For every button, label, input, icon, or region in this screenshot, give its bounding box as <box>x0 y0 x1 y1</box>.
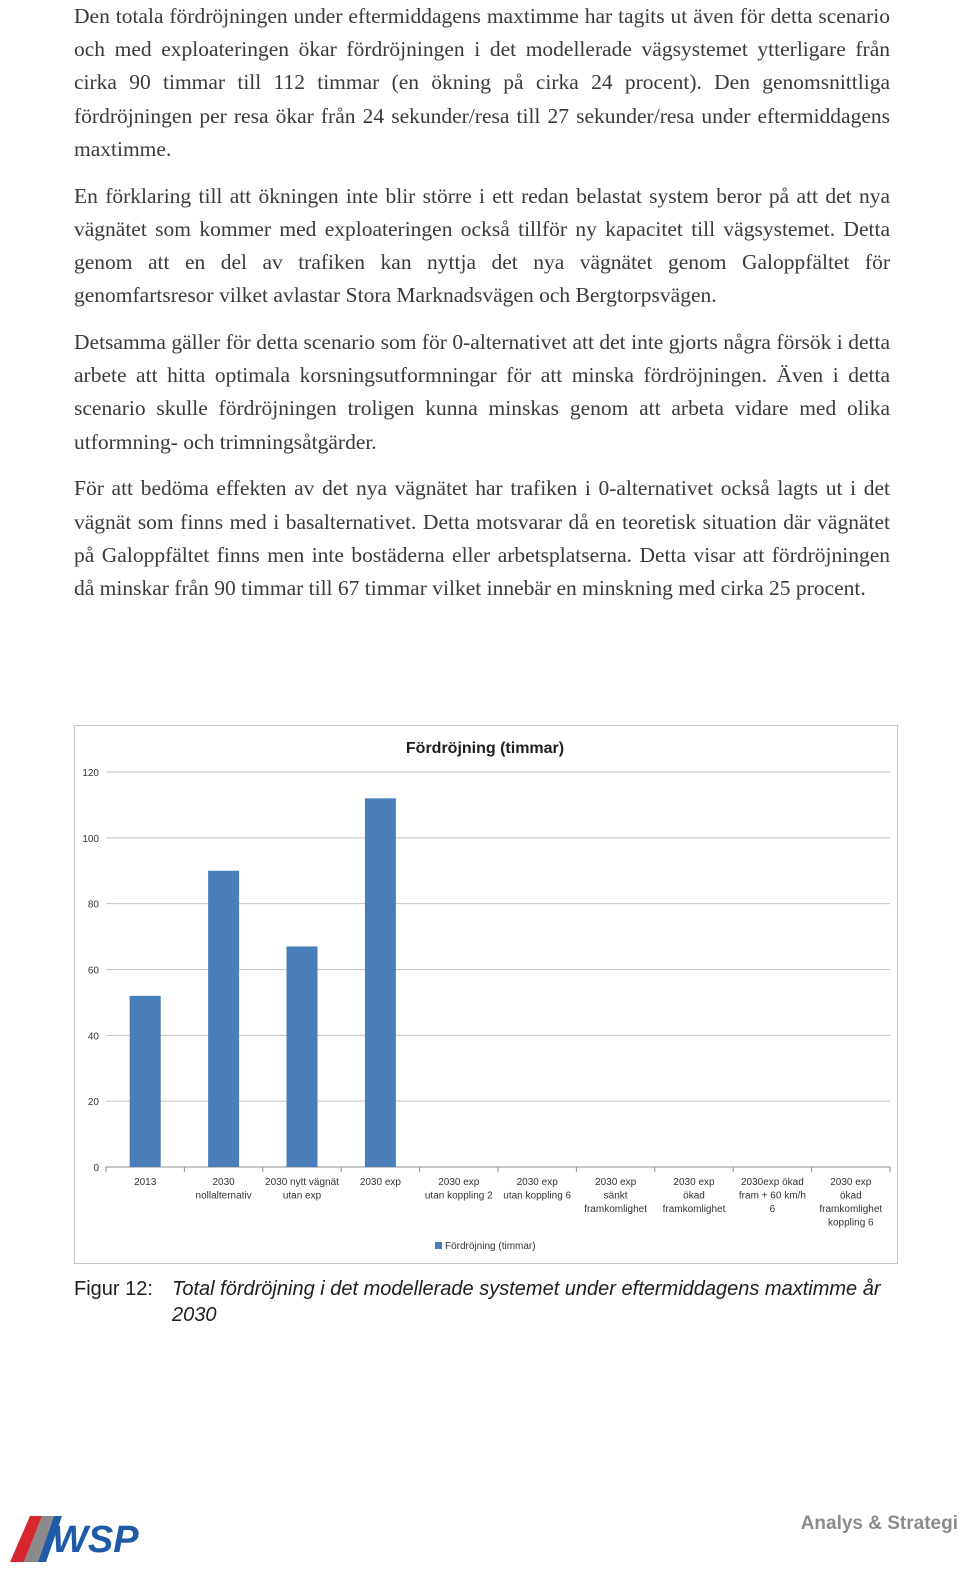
paragraph: Detsamma gäller för detta scenario som för 0-alternativet att det inte gjorts några försök i detta arbete att hitta optimala korsningsutformningar för att minska fördröjningen. Även i detta scenario skulle fördröjningen troligen kunna minskas genom att arbeta vidare med olika utformning- och trimningsåtgärder. <box>74 330 890 454</box>
y-tick-label: 100 <box>82 833 99 845</box>
x-tick-label: 2030exp ökad fram + 60 km/h 6 <box>738 1177 806 1215</box>
y-tick-label: 20 <box>87 1097 99 1109</box>
caption-label: Figur 12: <box>74 1278 153 1300</box>
x-tick-label: 2030 nollalternativ <box>195 1177 252 1202</box>
paragraph: Den totala fördröjningen under eftermiddagens maxtimme har tagits ut även för detta scenario och med exploateringen ökar fördröjningen i det modellerade vägsystemet ytterligare från cirka 90 timmar till 112 timmar (en ökning på cirka 24 procent). Den genomsnittliga fördröjningen per resa ökar från 24 sekunder/resa till 27 sekunder/resa under eftermiddagens maxtimme. <box>74 4 890 161</box>
caption-text: Total fördröjning i det modellerade systemet under eftermiddagens maxtimme år 2030 <box>172 1278 881 1326</box>
y-tick-label: 40 <box>87 1031 99 1043</box>
bar <box>208 871 239 1167</box>
x-tick-label: 2030 exp utan koppling 6 <box>503 1177 572 1202</box>
bar-chart <box>75 726 896 1262</box>
chart-frame <box>74 725 898 1264</box>
x-tick-label: 2030 exp ökad framkomlighet <box>662 1177 726 1215</box>
x-tick-label: 2030 exp <box>359 1177 401 1188</box>
logo-text: WSP <box>52 1519 139 1561</box>
bar <box>130 996 161 1167</box>
bar <box>365 798 396 1167</box>
y-tick-label: 0 <box>93 1163 99 1174</box>
y-tick-label: 60 <box>87 965 99 977</box>
y-tick-label: 80 <box>87 899 99 911</box>
y-tick-label: 120 <box>82 768 99 779</box>
legend-label: Fördröjning (timmar) <box>445 1241 536 1252</box>
body-text <box>74 0 890 619</box>
footer-department: Analys & Strategi <box>800 1513 958 1534</box>
legend-swatch <box>435 1242 442 1249</box>
x-tick-label: 2030 nytt vägnät utan exp <box>265 1177 339 1202</box>
chart-title: Fördröjning (timmar) <box>405 740 565 757</box>
paragraph: En förklaring till att ökningen inte blir större i ett redan belastat system beror på att det nya vägnätet som kommer med exploateringen också tillför ny kapacitet till vägsystemet. Detta genom att en del av trafiken kan nyttja det nya vägnätet genom Galoppfältet för genomfartsresor vilket avlastar Stora Marknadsvägen och Bergtorpsvägen. <box>74 183 890 308</box>
x-tick-label: 2030 exp sänkt framkomlighet <box>584 1177 648 1215</box>
paragraph: För att bedöma effekten av det nya vägnätet har trafiken i 0-alternativet också lagts ut i det vägnät som finns med i basalternativet. Detta motsvarar då en teoretisk situation där vägnätet på Galoppfältet finns men inte bostäderna eller arbetsplatserna. Detta visar att fördröjningen då minskar från 90 timmar till 67 timmar vilket innebär en minskning med cirka 25 procent. <box>74 476 890 601</box>
x-tick-label: 2030 exp utan koppling 2 <box>424 1177 493 1202</box>
x-tick-label: 2030 exp ökad framkomlighet koppling 6 <box>819 1177 883 1229</box>
wsp-logo <box>8 1510 168 1566</box>
x-tick-label: 2013 <box>134 1177 157 1188</box>
bar <box>287 946 318 1167</box>
